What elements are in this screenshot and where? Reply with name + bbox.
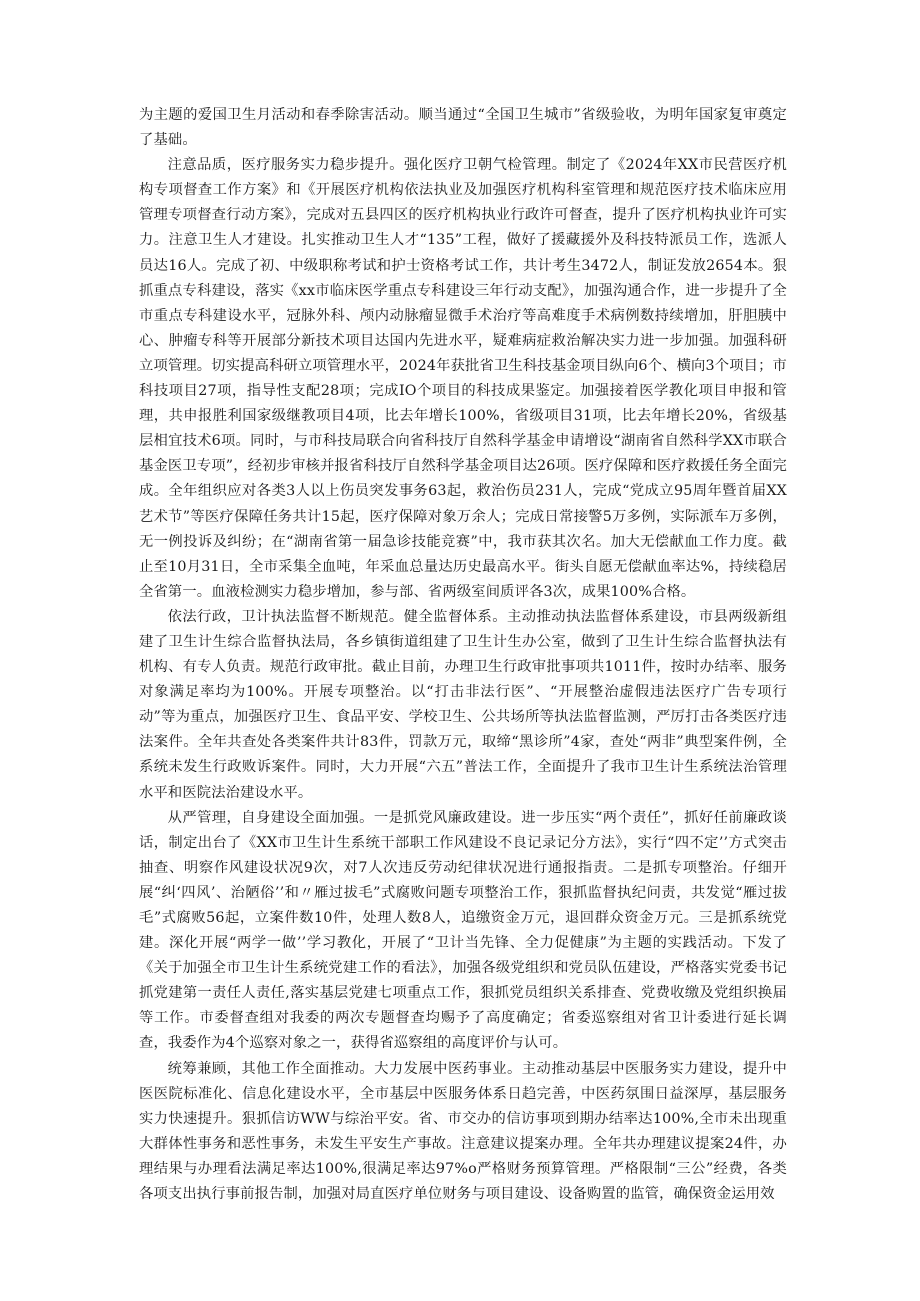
paragraph-other-work: 统筹兼顾，其他工作全面推动。大力发展中医药事业。主动推动基层中医服务实力建设，提升中医医院标准化、信息化建设水平，全市基层中医服务体系日趋完善，中医药氛围日益深厚，基层服务实力快速提升。狠抓信访WW与综治平安。省、市交办的信访事项到期办结率达100%,全市未出现重大群体性事务和恶性事务，未发生平安生产事故。注意建议提案办理。全年共办理建议提案24件，办理结果与办理看法满足率达100%,很满足率达97%o严格财务预算管理。严格限制“三公”经费，各类各项支出执行事前报告制，加强对局直医疗单位财务与项目建设、设备购置的监管，确保资金运用效 [139,1060,787,1203]
paragraph-law-enforcement: 依法行政，卫计执法监督不断规范。健全监督体系。主动推动执法监督体系建设，市县两级新组建了卫生计生综合监督执法局，各乡镇街道组建了卫生计生办公室，做到了卫生计生综合监督执法有机构、有专人负责。规范行政审批。截止目前，办理卫生行政审批事项共1011件，按时办结率、服务对象满足率均为100%。开展专项整治。以“打击非法行医”、“开展整治虚假违法医疗广告专项行动”等为重点，加强医疗卫生、食品平安、学校卫生、公共场所等执法监督监测，严厉打击各类医疗违法案件。全年共查处各类案件共计83件，罚款万元，取缔“黑诊所”4家，查处“两非”典型案件例，全系统未发生行政败诉案件。同时，大力开展“六五”普法工作，全面提升了我市卫生计生系统法治管理水平和医院法治建设水平。 [139,608,787,801]
paragraph-strict-management: 从严管理，自身建设全面加强。一是抓党风廉政建设。进一步压实“两个责任”，抓好任前廉政谈话，制定出台了《XX市卫生计生系统干部职工作风建设不良记录记分方法》，实行“四不定’’方式突击抽查、明察作风建设状况9次，对7人次违反劳动纪律状况进行通报指责。二是抓专项整治。仔细开展“纠‘四风’、治陋俗’’和〃雁过拔毛”式腐败问题专项整治工作，狠抓监督执纪问责，共发觉“雁过拔毛”式腐败56起，立案件数10件，处理人数8人，追缴资金万元，退回群众资金万元。三是抓系统党建。深化开展“两学一做’’学习教化，开展了“卫计当先锋、全力促健康”为主题的实践活动。下发了《关于加强全市卫生计生系统党建工作的看法》，加强各级党组织和党员队伍建设，严格落实党委书记抓党建第一责任人责任,落实基层党建七项重点工作，狠抓党员组织关系排查、党费收缴及党组织换届等工作。市委督查组对我委的两次专题督查均赐予了高度确定；省委巡察组对省卫计委进行延长调查，我委作为4个巡察对象之一，获得省巡察组的高度评价与认可。 [139,809,787,1052]
paragraph-medical-service: 注意品质，医疗服务实力稳步提升。强化医疗卫朝气检管理。制定了《2024年XX市民营医疗机构专项督查工作方案》和《开展医疗机构依法执业及加强医疗机构科室管理和规范医疗技术临床应用管理专项督查行动方案》，完成对五县四区的医疗机构执业行政许可督查，提升了医疗机构执业许可实力。注意卫生人才建设。扎实推动卫生人才“135”工程，做好了援藏援外及科技特派员工作，选派人员达16人。完成了初、中级职称考试和护士资格考试工作，共计考生3472人，制证发放2654本。狠抓重点专科建设，落实《xx市临床医学重点专科建设三年行动支配》，加强沟通合作，进一步提升了全市重点专科建设水平，冠脉外科、颅内动脉瘤显微手术治疗等高难度手术病例数持续增加，肝胆胰中心、肿瘤专科等开展部分新技术项目达国内先进水平，疑难病症救治解决实力进一步加强。加强科研立项管理。切实提高科研立项管理水平，2024年获批省卫生科技基金项目纵向6个、横向3个项目；市科技项目27项，指导性支配28项；完成IO个项目的科技成果鉴定。加强接着医学教化项目申报和管理，共申报胜利国家级继教项目4项，比去年增长100%，省级项目31项，比去年增长20%，省级基层相宜技术6项。同时，与市科技局联合向省科技厅自然科学基金申请增设“湖南省自然科学XX市联合基金医卫专项”，经初步审核并报省科技厅自然科学基金项目达26项。医疗保障和医疗救援任务全面完成。全年组织应对各类3人以上伤员突发事务63起，救治伤员231人，完成“党成立95周年暨首届XX艺术节”等医疗保障任务共计15起，医疗保障对象万余人；完成日常接警5万多例，实际派车万多例，无一例投诉及纠纷；在“湖南省第一届急诊技能竞赛”中，我市获其次名。加大无偿献血工作力度。截止至10月31日，全市采集全血吨，年采血总量达历史最高水平。街头自愿无偿献血率达%，持续稳居全省第一。血液检测实力稳步增加，参与部、省两级室间质评各3次，成果100%合格。 [139,157,787,600]
paragraph-continuation: 为主题的爱国卫生月活动和春季除害活动。顺当通过“全国卫生城市”省级验收，为明年国家复审奠定了基础。 [139,107,787,149]
document-page [139,103,787,1207]
